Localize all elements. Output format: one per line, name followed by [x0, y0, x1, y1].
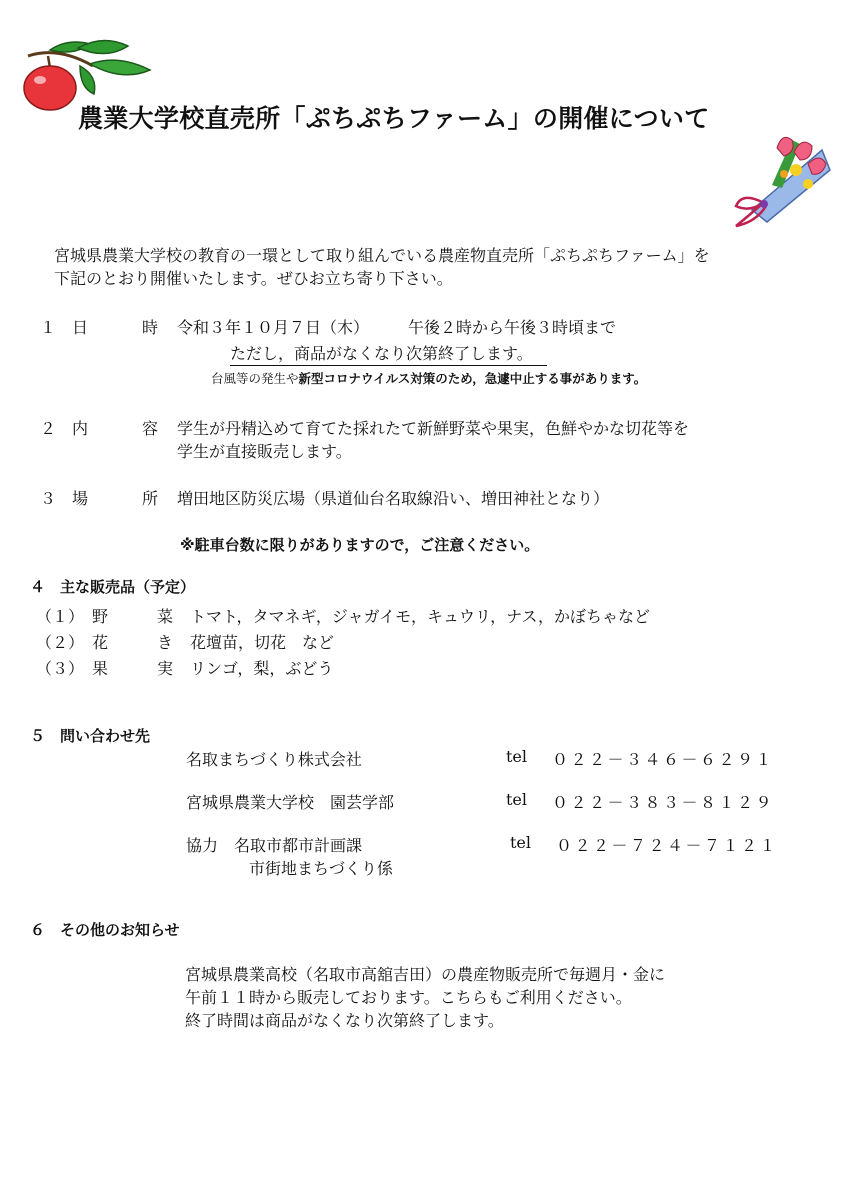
contact-name-2: 市街地まちづくり係	[249, 859, 393, 878]
section-5-heading: ５ 問い合わせ先	[30, 727, 151, 745]
sold-out-note: ただし，商品がなくなり次第終了します。	[230, 341, 547, 366]
warning-bold: 新型コロナウイルス対策のため，急遽中止する事があります。	[298, 371, 647, 386]
section-4-heading: ４ 主な販売品（予定）	[30, 578, 196, 596]
cancellation-warning	[211, 369, 646, 387]
contact-tel: ０２２－７２４－７１２１	[556, 836, 779, 855]
other-info-line-3: 終了時間は商品がなくなり次第終了します。	[185, 1011, 504, 1030]
contact-name: 協力 名取市都市計画課	[186, 836, 363, 855]
section-1-label-b: 時	[142, 318, 159, 337]
section-1-label-a: 日	[72, 318, 89, 337]
section-3-label-b: 所	[142, 489, 159, 508]
contact-name: 名取まちづくり株式会社	[186, 750, 362, 769]
section-1-number: １	[40, 318, 57, 337]
contact-tel-label: tel	[506, 747, 528, 766]
contact-tel-label: tel	[506, 790, 528, 809]
page-title: 農業大学校直売所「ぷちぷちファーム」の開催について	[78, 104, 710, 133]
product-item-label-a: 花	[92, 633, 109, 652]
product-item-label-a: 野	[92, 607, 109, 626]
flower-bouquet-icon	[722, 130, 832, 230]
content-line-2: 学生が直接販売します。	[177, 442, 352, 461]
product-item-label-b: 実	[157, 659, 174, 678]
other-info-line-2: 午前１１時から販売しております。こちらもご利用ください。	[185, 988, 632, 1007]
content-line-1: 学生が丹精込めて育てた採れたて新鮮野菜や果実，色鮮やかな切花等を	[177, 419, 690, 438]
section-2-number: ２	[40, 419, 57, 438]
section-6-heading: ６ その他のお知らせ	[30, 921, 180, 939]
product-item-text: リンゴ，梨，ぶどう	[190, 659, 334, 678]
other-info-line-1: 宮城県農業高校（名取市高舘吉田）の農産物販売所で毎週月・金に	[185, 965, 666, 984]
parking-note: ※駐車台数に限りがありますので，ご注意ください。	[180, 536, 540, 554]
product-item-number: （２）	[36, 633, 85, 652]
product-item-number: （１）	[36, 607, 85, 626]
product-item-label-b: 菜	[157, 607, 174, 626]
venue-text: 増田地区防災広場（県道仙台名取線沿い、増田神社となり）	[177, 489, 610, 508]
product-item-number: （３）	[36, 659, 85, 678]
event-time: 午後２時から午後３時頃まで	[408, 318, 617, 337]
section-3-label-a: 場	[72, 489, 89, 508]
contact-tel-label: tel	[510, 833, 532, 852]
contact-tel: ０２２－３４６－６２９１	[552, 750, 775, 769]
section-2-label-b: 容	[142, 419, 159, 438]
contact-tel: ０２２－３８３－８１２９	[552, 793, 775, 812]
product-item-text: 花壇苗，切花 など	[190, 633, 335, 652]
event-date: 令和３年１０月７日（木）	[177, 318, 370, 337]
section-2-label-a: 内	[72, 419, 89, 438]
product-item-label-a: 果	[92, 659, 109, 678]
section-3-number: ３	[40, 489, 57, 508]
intro-line-1: 宮城県農業大学校の教育の一環として取り組んでいる農産物直売所「ぷちぷちファーム」を	[54, 246, 710, 265]
product-item-text: トマト，タマネギ，ジャガイモ，キュウリ，ナス，かぼちゃなど	[190, 607, 651, 626]
warning-prefix: 台風等の発生や	[211, 371, 299, 386]
intro-line-2: 下記のとおり開催いたします。ぜひお立ち寄り下さい。	[54, 269, 453, 288]
contact-name: 宮城県農業大学校 園芸学部	[186, 793, 395, 812]
product-item-label-b: き	[157, 633, 174, 652]
